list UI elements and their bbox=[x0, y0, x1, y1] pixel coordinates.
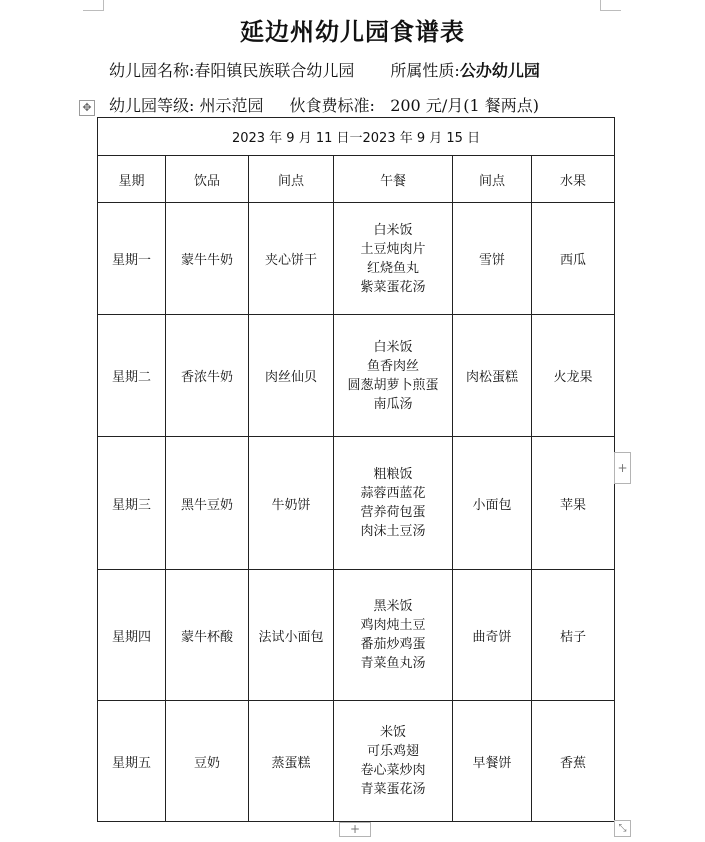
lunch-item: 鱼香肉丝 bbox=[366, 358, 419, 374]
header-lunch: 午餐 bbox=[334, 156, 453, 203]
lunch-item: 蒜蓉西蓝花 bbox=[360, 486, 426, 501]
nature-value: 公办幼儿园 bbox=[459, 61, 540, 80]
snack-1-cell: 肉丝仙贝 bbox=[249, 315, 334, 437]
info-line-2 bbox=[109, 93, 539, 116]
drink-cell: 香浓牛奶 bbox=[166, 315, 249, 437]
table-row bbox=[98, 701, 615, 822]
snack-2-cell: 曲奇饼 bbox=[453, 570, 532, 701]
add-column-plus-icon[interactable]: + bbox=[614, 452, 631, 484]
date-range-cell: 2023 年 9 月 11 日一2023 年 9 月 15 日 bbox=[98, 118, 615, 156]
menu-table bbox=[97, 117, 615, 822]
snack-2-cell: 肉松蛋糕 bbox=[453, 315, 532, 437]
drink-cell: 蒙牛杯酸 bbox=[166, 570, 249, 701]
add-row-plus-icon[interactable]: + bbox=[339, 822, 371, 837]
page-corner-mark-right bbox=[600, 0, 621, 11]
drink-cell: 蒙牛牛奶 bbox=[166, 203, 249, 315]
table-row bbox=[98, 437, 615, 570]
table-row bbox=[98, 315, 615, 437]
lunch-item: 南瓜汤 bbox=[373, 396, 413, 412]
day-cell: 星期二 bbox=[98, 315, 166, 437]
fee-label: 伙食费标准: bbox=[289, 96, 375, 115]
lunch-item: 青菜鱼丸汤 bbox=[360, 656, 426, 671]
lunch-item: 番茄炒鸡蛋 bbox=[360, 637, 426, 652]
lunch-item: 粗粮饭 bbox=[373, 467, 413, 482]
lunch-item: 紫菜蛋花汤 bbox=[360, 279, 426, 295]
day-cell: 星期一 bbox=[98, 203, 166, 315]
day-cell: 星期四 bbox=[98, 570, 166, 701]
fruit-cell: 桔子 bbox=[532, 570, 615, 701]
lunch-item: 白米饭 bbox=[373, 339, 413, 355]
lunch-cell bbox=[334, 203, 453, 315]
kindergarten-name-label: 幼儿园名称: bbox=[109, 61, 195, 80]
snack-2-cell: 小面包 bbox=[453, 437, 532, 570]
header-fruit: 水果 bbox=[532, 156, 615, 203]
header-drink: 饮品 bbox=[166, 156, 249, 203]
lunch-item: 黑米饭 bbox=[373, 599, 413, 614]
nature-label: 所属性质: bbox=[390, 61, 460, 80]
fruit-cell: 火龙果 bbox=[532, 315, 615, 437]
level-value: 州示范园 bbox=[199, 96, 264, 115]
drink-cell: 黑牛豆奶 bbox=[166, 437, 249, 570]
day-cell: 星期三 bbox=[98, 437, 166, 570]
fee-value: 200 元/月(1 餐两点) bbox=[390, 96, 539, 115]
snack-2-cell: 雪饼 bbox=[453, 203, 532, 315]
lunch-cell bbox=[334, 701, 453, 822]
header-day: 星期 bbox=[98, 156, 166, 203]
snack-1-cell: 牛奶饼 bbox=[249, 437, 334, 570]
lunch-item: 米饭 bbox=[379, 725, 406, 740]
table-resize-icon[interactable]: ⤡ bbox=[614, 820, 631, 837]
lunch-item: 营养荷包蛋 bbox=[360, 505, 426, 520]
lunch-item: 红烧鱼丸 bbox=[366, 260, 419, 276]
lunch-item: 可乐鸡翅 bbox=[366, 744, 419, 759]
snack-1-cell: 法试小面包 bbox=[249, 570, 334, 701]
snack-2-cell: 早餐饼 bbox=[453, 701, 532, 822]
day-cell: 星期五 bbox=[98, 701, 166, 822]
snack-1-cell: 蒸蛋糕 bbox=[249, 701, 334, 822]
lunch-item: 鸡肉炖土豆 bbox=[360, 618, 426, 633]
table-row bbox=[98, 570, 615, 701]
drink-cell: 豆奶 bbox=[166, 701, 249, 822]
info-line-1 bbox=[109, 58, 540, 81]
fruit-cell: 苹果 bbox=[532, 437, 615, 570]
lunch-item: 卷心菜炒肉 bbox=[360, 763, 426, 778]
lunch-cell bbox=[334, 315, 453, 437]
fruit-cell: 西瓜 bbox=[532, 203, 615, 315]
kindergarten-name-value: 春阳镇民族联合幼儿园 bbox=[194, 61, 355, 80]
header-snack-1: 间点 bbox=[249, 156, 334, 203]
snack-1-cell: 夹心饼干 bbox=[249, 203, 334, 315]
lunch-cell bbox=[334, 437, 453, 570]
fruit-cell: 香蕉 bbox=[532, 701, 615, 822]
lunch-cell bbox=[334, 570, 453, 701]
lunch-item: 青菜蛋花汤 bbox=[360, 782, 426, 797]
page-corner-mark-left bbox=[83, 0, 104, 11]
lunch-item: 圆葱胡萝卜煎蛋 bbox=[347, 377, 439, 393]
lunch-item: 白米饭 bbox=[373, 222, 413, 238]
table-move-handle-icon[interactable]: ✥ bbox=[79, 100, 95, 116]
table-row bbox=[98, 203, 615, 315]
lunch-item: 土豆炖肉片 bbox=[360, 241, 426, 257]
level-label: 幼儿园等级: bbox=[109, 96, 195, 115]
header-snack-2: 间点 bbox=[453, 156, 532, 203]
lunch-item: 肉沫土豆汤 bbox=[360, 524, 426, 539]
page-title: 延边州幼儿园食谱表 bbox=[240, 17, 465, 46]
header-row bbox=[98, 156, 615, 203]
